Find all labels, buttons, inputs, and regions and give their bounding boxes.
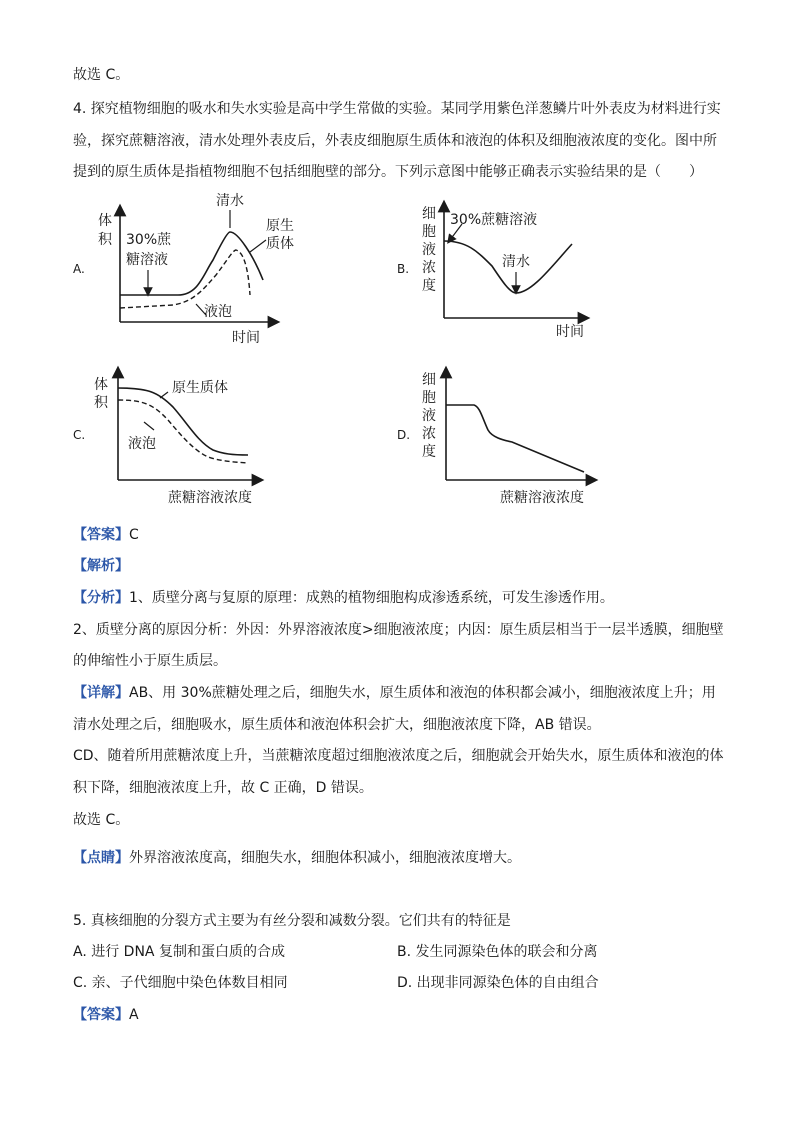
q5-answer-value: A bbox=[129, 1007, 139, 1023]
q5-option-a[interactable]: A. 进行 DNA 复制和蛋白质的合成 bbox=[73, 944, 285, 960]
q4-detail-4: 积下降，细胞液浓度上升，故 C 正确，D 错误。 bbox=[73, 780, 373, 796]
q4-fenxi-1-text: 1、质壁分离与复原的原理：成熟的植物细胞构成渗透系统，可发生渗透作用。 bbox=[129, 590, 614, 606]
figure-b-sucrose-label: 30%蔗糖溶液 bbox=[450, 212, 538, 228]
figure-c-vacuole-label: 液泡 bbox=[128, 436, 156, 452]
figure-a-label: A. bbox=[73, 262, 85, 276]
q4-tip-text: 外界溶液浓度高，细胞失水，细胞体积减小，细胞液浓度增大。 bbox=[129, 850, 521, 866]
q4-fenxi-tag: 【分析】 bbox=[73, 590, 129, 606]
figure-c-x-label: 蔗糖溶液浓度 bbox=[168, 490, 252, 506]
figure-b bbox=[412, 196, 612, 346]
q4-fenxi-2a: 2、质壁分离的原因分析：外因：外界溶液浓度>细胞液浓度；内因：原生质层相当于一层半透膜，细胞壁 bbox=[73, 622, 724, 638]
figure-d-y-label-3: 液 bbox=[422, 408, 436, 424]
figure-a-proto-leader bbox=[250, 240, 266, 252]
q5-answer-tag: 【答案】 bbox=[73, 1007, 129, 1023]
figure-a-vacuole-label: 液泡 bbox=[204, 304, 232, 320]
figure-b-y-label-2: 胞 bbox=[422, 224, 436, 240]
q5-option-b[interactable]: B. 发生同源染色体的联会和分离 bbox=[397, 944, 598, 960]
figure-c-proto-leader bbox=[160, 392, 168, 398]
figure-c-y-label-2: 积 bbox=[94, 395, 108, 411]
figure-a-y-label-2: 积 bbox=[98, 232, 112, 248]
q4-detail-3: CD、随着所用蔗糖浓度上升，当蔗糖浓度超过细胞液浓度之后，细胞就会开始失水，原生质体和液泡的体 bbox=[73, 748, 724, 764]
figure-b-y-label-1: 细 bbox=[422, 206, 436, 222]
figure-b-water-label: 清水 bbox=[502, 254, 530, 270]
q4-tip bbox=[73, 849, 521, 867]
q4-analysis-tag: 【解析】 bbox=[73, 558, 129, 574]
q5-option-d[interactable]: D. 出现非同源染色体的自由组合 bbox=[397, 975, 599, 991]
figure-a-x-label: 时间 bbox=[232, 330, 260, 346]
q4-detail-1 bbox=[73, 684, 716, 702]
figure-b-x-label: 时间 bbox=[556, 324, 584, 340]
q4-stem-line-3: 提到的原生质体是指植物细胞不包括细胞壁的部分。下列示意图中能够正确表示实验结果的是（ ） bbox=[73, 164, 703, 180]
figure-d-concentration-curve bbox=[446, 405, 584, 472]
q4-fenxi-1 bbox=[73, 589, 614, 607]
previous-conclusion: 故选 C。 bbox=[73, 67, 130, 83]
figure-b-y-label-5: 度 bbox=[422, 278, 436, 294]
figure-d-x-label: 蔗糖溶液浓度 bbox=[500, 490, 584, 506]
figure-c-vacuole-leader bbox=[144, 422, 154, 430]
q5-stem: 5. 真核细胞的分裂方式主要为有丝分裂和减数分裂。它们共有的特征是 bbox=[73, 913, 511, 929]
figure-a-water-label: 清水 bbox=[216, 193, 244, 209]
q4-tip-tag: 【点睛】 bbox=[73, 850, 129, 866]
figure-c-proto-label: 原生质体 bbox=[172, 380, 228, 396]
figure-c-y-label-1: 体 bbox=[94, 377, 108, 393]
figure-c-label: C. bbox=[73, 428, 86, 442]
q4-analysis-heading bbox=[73, 557, 129, 575]
figure-b-label: B. bbox=[397, 262, 410, 276]
figure-a-proto-label-1: 原生 bbox=[266, 218, 294, 234]
figure-a bbox=[88, 190, 294, 350]
q4-answer-tag: 【答案】 bbox=[73, 527, 129, 543]
figure-c bbox=[88, 362, 288, 512]
figure-b-y-label-4: 浓 bbox=[422, 260, 436, 276]
figure-b-y-label-3: 液 bbox=[422, 242, 436, 258]
figure-a-sucrose-label-1: 30%蔗 bbox=[126, 232, 172, 248]
figure-d-y-label-5: 度 bbox=[422, 444, 436, 460]
q4-answer bbox=[73, 526, 139, 544]
figure-d-label: D. bbox=[397, 428, 411, 442]
q4-stem-line-1: 4. 探究植物细胞的吸水和失水实验是高中学生常做的实验。某同学用紫色洋葱鳞片叶外表皮为材料进行实 bbox=[73, 101, 721, 117]
q4-stem-line-2: 验，探究蔗糖溶液，清水处理外表皮后，外表皮细胞原生质体和液泡的体积及细胞液浓度的变化。图中所 bbox=[73, 133, 717, 149]
q4-detail-1-text: AB、用 30%蔗糖处理之后，细胞失水，原生质体和液泡的体积都会减小，细胞液浓度上升；用 bbox=[129, 685, 716, 701]
figure-d-y-label-4: 浓 bbox=[422, 426, 436, 442]
figure-a-sucrose-label-2: 糖溶液 bbox=[126, 252, 168, 268]
q4-detail-tag: 【详解】 bbox=[73, 685, 129, 701]
figure-a-proto-label-2: 质体 bbox=[266, 236, 294, 252]
figure-a-y-label-1: 体 bbox=[98, 213, 112, 229]
q4-detail-2: 清水处理之后，细胞吸水，原生质体和液泡体积会扩大，细胞液浓度下降，AB 错误。 bbox=[73, 717, 601, 733]
figure-d bbox=[412, 362, 612, 512]
q4-conclusion: 故选 C。 bbox=[73, 812, 130, 828]
q5-option-c[interactable]: C. 亲、子代细胞中染色体数目相同 bbox=[73, 975, 288, 991]
figure-d-y-label-2: 胞 bbox=[422, 390, 436, 406]
q4-fenxi-2b: 的伸缩性小于原生质层。 bbox=[73, 653, 227, 669]
q5-answer bbox=[73, 1006, 139, 1024]
figure-d-y-label-1: 细 bbox=[422, 372, 436, 388]
q4-answer-value: C bbox=[129, 527, 139, 543]
